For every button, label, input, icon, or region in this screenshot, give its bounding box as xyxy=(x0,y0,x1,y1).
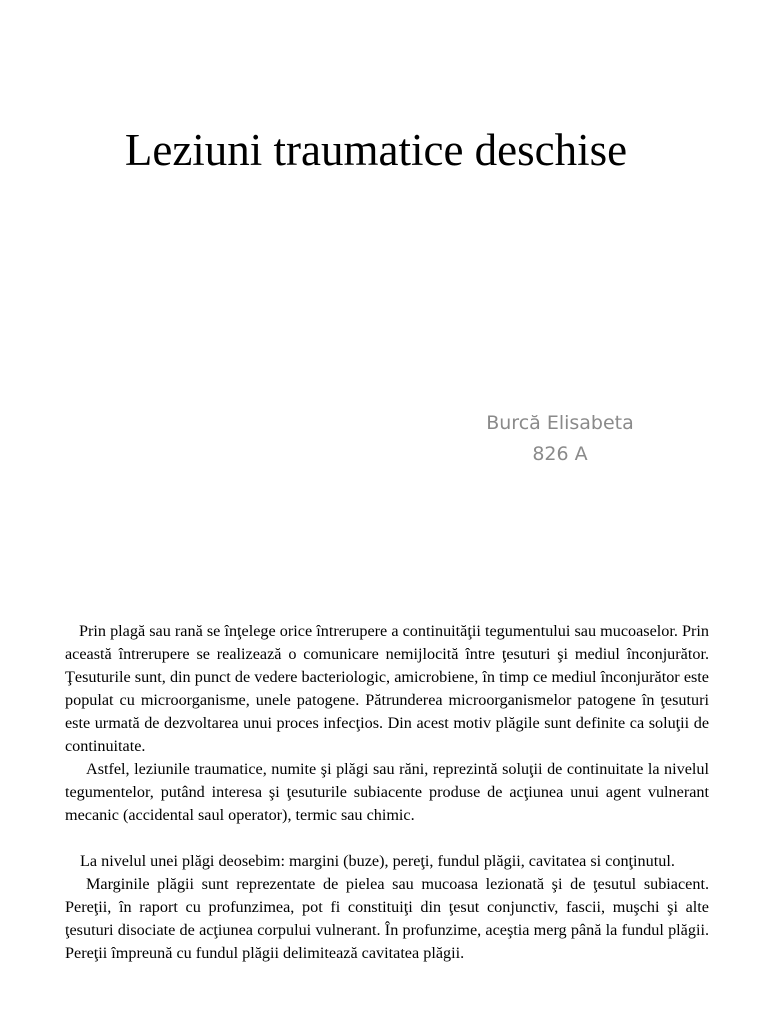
group-label: 826 A xyxy=(532,443,588,465)
document-title: Leziuni traumatice deschise xyxy=(124,125,628,175)
body-text xyxy=(65,620,709,965)
author-block xyxy=(460,408,660,470)
paragraph: Prin plagă sau rană se înţelege orice întrerupere a continuităţii tegumentului sau mucoaselor. Prin această întrerupere se realizează o comunicare nemijlocită între ţesuturi şi mediul înconjurător. Ţesuturile sunt, din punct de vedere bacteriologic, amicrobiene, în timp ce mediul înconjurător este populat cu microorganisme, unele patogene. Pătrunderea microorganismelor patogene în ţesuturi este urmată de dezvoltarea unui proces infecţios. Din acest motiv plăgile sunt definite ca soluţii de continuitate. xyxy=(65,622,709,755)
paragraph: Astfel, leziunile traumatice, numite şi plăgi sau răni, reprezintă soluţii de continuitate la nivelul tegumentelor, putând interesa şi ţesuturile subiacente produse de acţiunea unui agent vulnerant mecanic (accidental saul operator), termic sau chimic. xyxy=(65,760,709,824)
author-name: Burcă Elisabeta xyxy=(486,412,634,434)
paragraph: Marginile plăgii sunt reprezentate de pielea sau mucoasa lezionată şi de ţesutul subiacent. Pereţii, în raport cu profunzimea, pot fi constituiţi din ţesut conjunctiv, fascii, muşchi şi alte ţesuturi disociate de acţiunea corpului vulnerant. În profunzime, aceştia merg până la fundul plăgii. Pereţii împreună cu fundul plăgii delimitează cavitatea plăgii. xyxy=(65,875,709,962)
paragraph: La nivelul unei plăgi deosebim: margini (buze), pereţi, fundul plăgii, cavitatea si conţinutul. xyxy=(80,852,675,870)
